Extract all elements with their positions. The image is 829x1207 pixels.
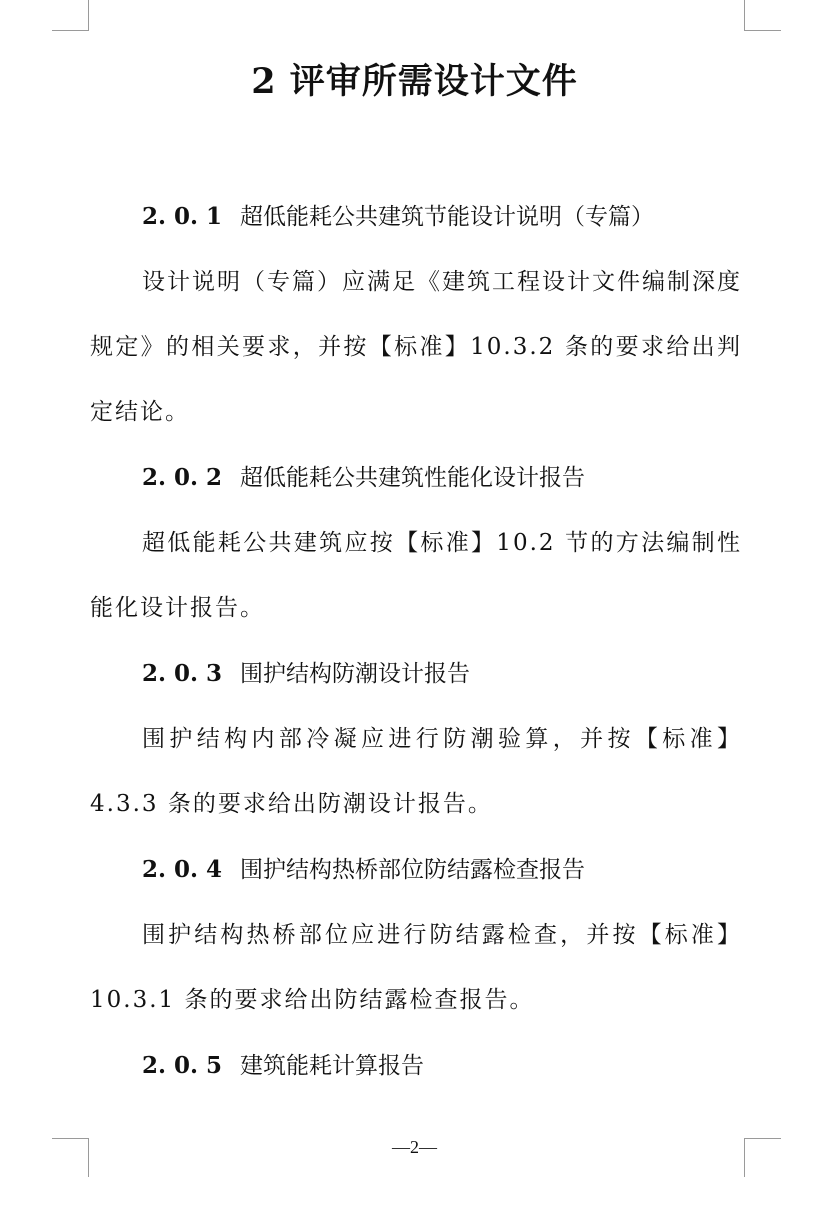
page-number: —2—	[392, 1137, 437, 1157]
section-number: 2. 0. 5	[142, 1052, 223, 1079]
section-title: 建筑能耗计算报告	[240, 1053, 424, 1079]
section-heading-2-0-3	[90, 641, 742, 707]
crop-mark-top-left	[52, 0, 89, 31]
section-title: 超低能耗公共建筑节能设计说明（专篇）	[240, 204, 654, 230]
section-heading-2-0-1	[90, 184, 742, 250]
section-number: 2. 0. 3	[142, 660, 223, 687]
crop-mark-top-right	[744, 0, 781, 31]
document-body	[90, 184, 742, 1099]
section-paragraph-2-0-2: 超低能耗公共建筑应按【标准】10.2 节的方法编制性能化设计报告。	[90, 530, 742, 621]
section-number: 2. 0. 4	[142, 856, 223, 883]
section-title: 围护结构防潮设计报告	[240, 661, 470, 687]
section-title: 围护结构热桥部位防结露检查报告	[240, 857, 585, 883]
section-number: 2. 0. 1	[142, 203, 223, 230]
section-heading-2-0-2	[90, 445, 742, 511]
section-paragraph-2-0-4: 围护结构热桥部位应进行防结露检查，并按【标准】10.3.1 条的要求给出防结露检查报告。	[90, 922, 742, 1013]
section-paragraph-2-0-3: 围护结构内部冷凝应进行防潮验算，并按【标准】4.3.3 条的要求给出防潮设计报告。	[90, 726, 742, 817]
section-number: 2. 0. 2	[142, 464, 223, 491]
section-heading-2-0-4	[90, 837, 742, 903]
section-title: 超低能耗公共建筑性能化设计报告	[240, 465, 585, 491]
section-heading-2-0-5	[90, 1033, 742, 1099]
section-paragraph-2-0-1: 设计说明（专篇）应满足《建筑工程设计文件编制深度规定》的相关要求，并按【标准】10.3.2 条的要求给出判定结论。	[90, 269, 742, 425]
page-title: 2 评审所需设计文件	[251, 61, 578, 102]
